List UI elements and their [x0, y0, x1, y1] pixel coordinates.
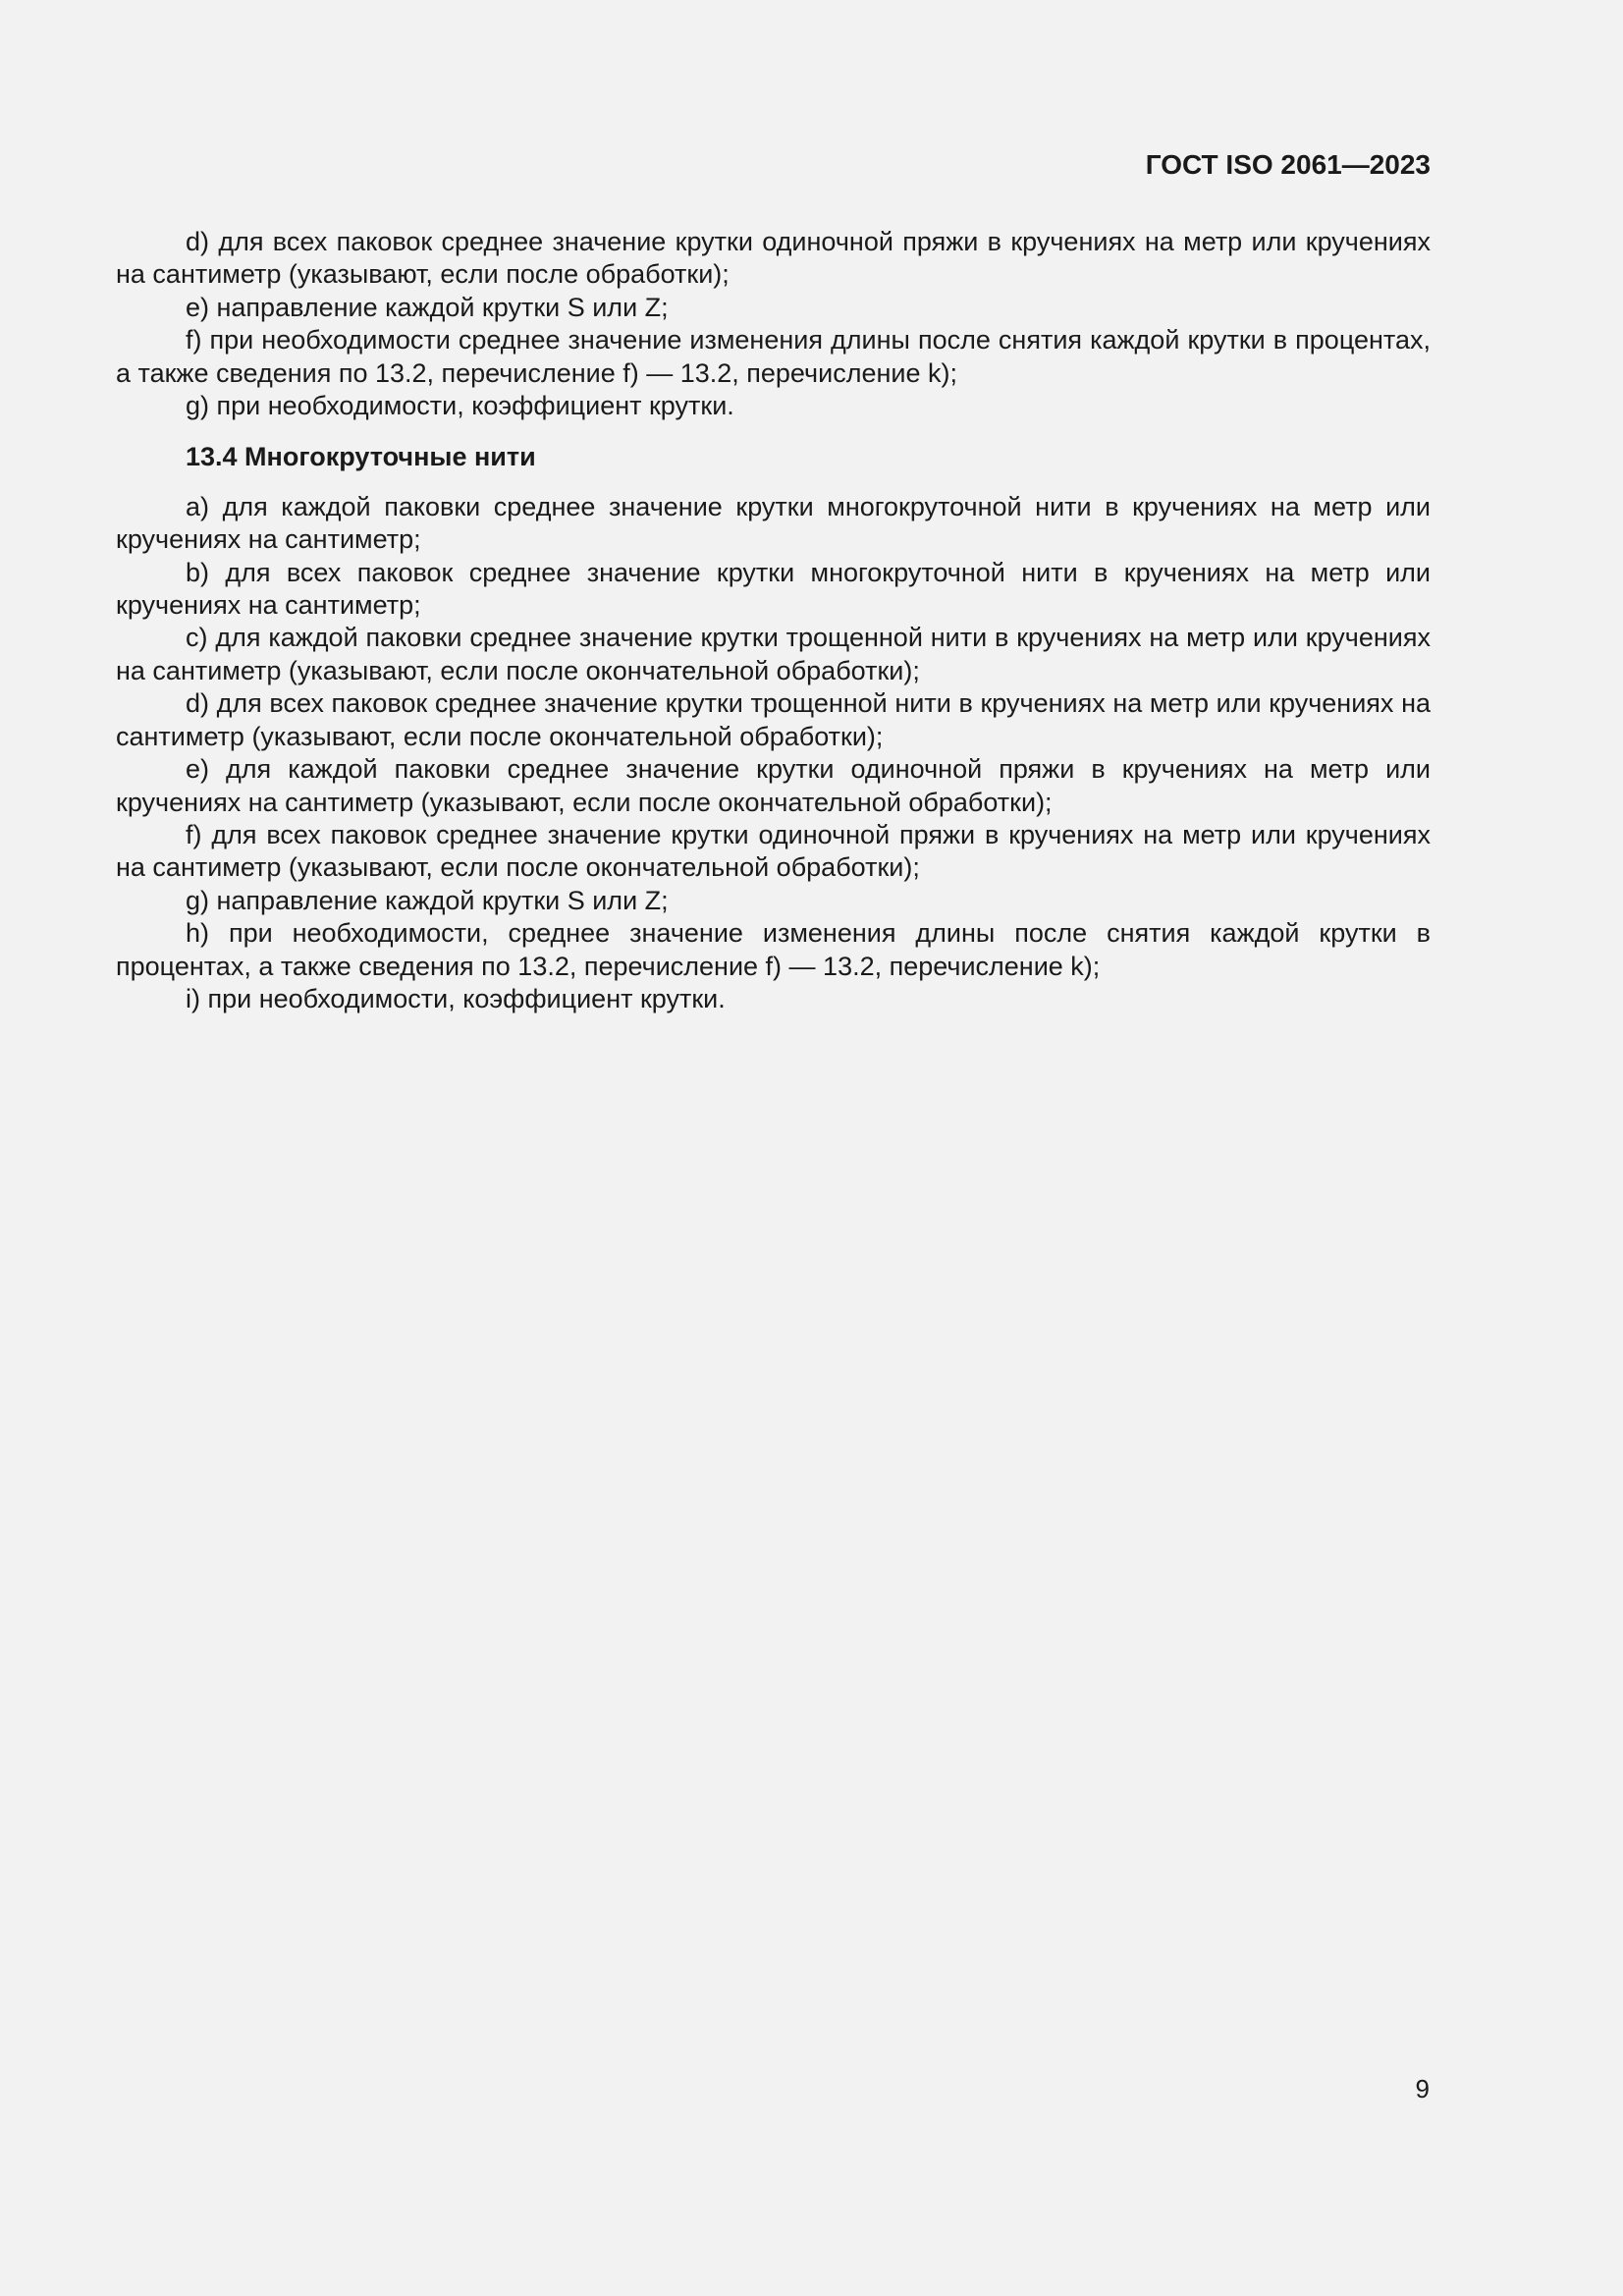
page-number: 9: [1415, 2074, 1430, 2104]
list-item: d) для всех паковок среднее значение крутки одиночной пряжи в кручениях на метр или кручениях на сантиметр (указывают, если после обработки);: [116, 227, 1431, 290]
list-item: f) для всех паковок среднее значение крутки одиночной пряжи в кручениях на метр или кручениях на сантиметр (указывают, если после окончательной обработки);: [116, 819, 1431, 883]
list-item: h) при необходимости, среднее значение изменения длины после снятия каждой крутки в процентах, а также сведения по 13.2, перечисление f) — 13.2, перечисление k);: [116, 918, 1431, 981]
document-body: [116, 226, 1431, 1015]
list-item: e) для каждой паковки среднее значение крутки одиночной пряжи в кручениях на метр или кручениях на сантиметр (указывают, если после окончательной обработки);: [116, 754, 1431, 817]
list-item: g) направление каждой крутки S или Z;: [186, 885, 669, 915]
list-item: i) при необходимости, коэффициент крутки.: [186, 983, 726, 1013]
list-item: g) при необходимости, коэффициент крутки.: [186, 391, 734, 421]
list-item: b) для всех паковок среднее значение крутки многокруточной нити в кручениях на метр или кручениях на сантиметр;: [116, 557, 1431, 621]
list-item: e) направление каждой крутки S или Z;: [186, 292, 669, 322]
list-item: c) для каждой паковки среднее значение крутки трощенной нити в кручениях на метр или кручениях на сантиметр (указывают, если после окончательной обработки);: [116, 623, 1431, 685]
list-item: d) для всех паковок среднее значение крутки трощенной нити в кручениях на метр или кручениях на сантиметр (указывают, если после окончательной обработки);: [116, 688, 1431, 751]
list-item: f) при необходимости среднее значение изменения длины после снятия каждой крутки в процентах, а также сведения по 13.2, перечисление f) — 13.2, перечисление k);: [116, 325, 1431, 388]
section-title: 13.4 Многокруточные нити: [186, 442, 536, 472]
list-item: a) для каждой паковки среднее значение крутки многокруточной нити в кручениях на метр или кручениях на сантиметр;: [116, 491, 1431, 555]
document-header: ГОСТ ISO 2061—2023: [1145, 149, 1431, 180]
